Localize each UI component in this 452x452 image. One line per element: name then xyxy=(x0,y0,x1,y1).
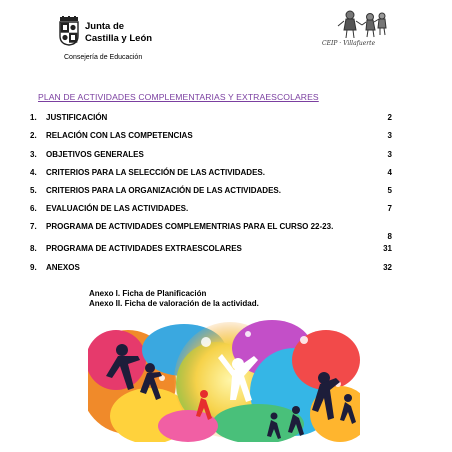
school-logo xyxy=(322,8,404,50)
toc-page: 31 xyxy=(383,244,392,253)
toc-page: 5 xyxy=(387,186,392,195)
toc-title: OBJETIVOS GENERALES xyxy=(46,150,144,159)
toc-title: CRITERIOS PARA LA SELECCIÓN DE LAS ACTIVIDADES. xyxy=(46,168,265,177)
toc-title: ANEXOS xyxy=(46,263,80,272)
junta-logo xyxy=(58,16,168,54)
toc-page: 8 xyxy=(387,232,392,241)
toc-number: 7. xyxy=(30,222,37,231)
toc-number: 6. xyxy=(30,204,37,213)
toc-number: 5. xyxy=(30,186,37,195)
department-name: Consejería de Educación xyxy=(64,54,143,61)
colorful-children-playing-illustration xyxy=(88,320,360,442)
org-name-line1: Junta de xyxy=(85,21,125,32)
toc-title: JUSTIFICACIÓN xyxy=(46,113,108,122)
toc-number: 1. xyxy=(30,113,37,122)
toc-number: 4. xyxy=(30,168,37,177)
crest-icon xyxy=(58,16,80,46)
annex-item: Anexo II. Ficha de valoración de la actividad. xyxy=(89,299,259,308)
toc-page: 7 xyxy=(387,204,392,213)
toc-title: PROGRAMA DE ACTIVIDADES EXTRAESCOLARES xyxy=(46,244,242,253)
toc-title: CRITERIOS PARA LA ORGANIZACIÓN DE LAS ACTIVIDADES. xyxy=(46,186,281,195)
toc-page: 3 xyxy=(387,150,392,159)
toc-number: 9. xyxy=(30,263,37,272)
toc-number: 8. xyxy=(30,244,37,253)
toc-page: 2 xyxy=(387,113,392,122)
toc-title: RELACIÓN CON LAS COMPETENCIAS xyxy=(46,131,193,140)
toc-page: 32 xyxy=(383,263,392,272)
toc-title: PROGRAMA DE ACTIVIDADES COMPLEMENTRIAS PARA EL CURSO 22-23. xyxy=(46,222,334,231)
school-label: CEIP · Villafuerte xyxy=(322,40,376,47)
toc-number: 2. xyxy=(30,131,37,140)
toc-page: 4 xyxy=(387,168,392,177)
toc-number: 3. xyxy=(30,150,37,159)
document-title: PLAN DE ACTIVIDADES COMPLEMENTARIAS Y EXTRAESCOLARES xyxy=(38,92,319,102)
org-name-line2: Castilla y León xyxy=(85,33,153,44)
children-drawing-logo-icon xyxy=(322,8,404,42)
annex-item: Anexo I. Ficha de Planificación xyxy=(89,289,207,298)
toc-page: 3 xyxy=(387,131,392,140)
toc-title: EVALUACIÓN DE LAS ACTIVIDADES. xyxy=(46,204,189,213)
